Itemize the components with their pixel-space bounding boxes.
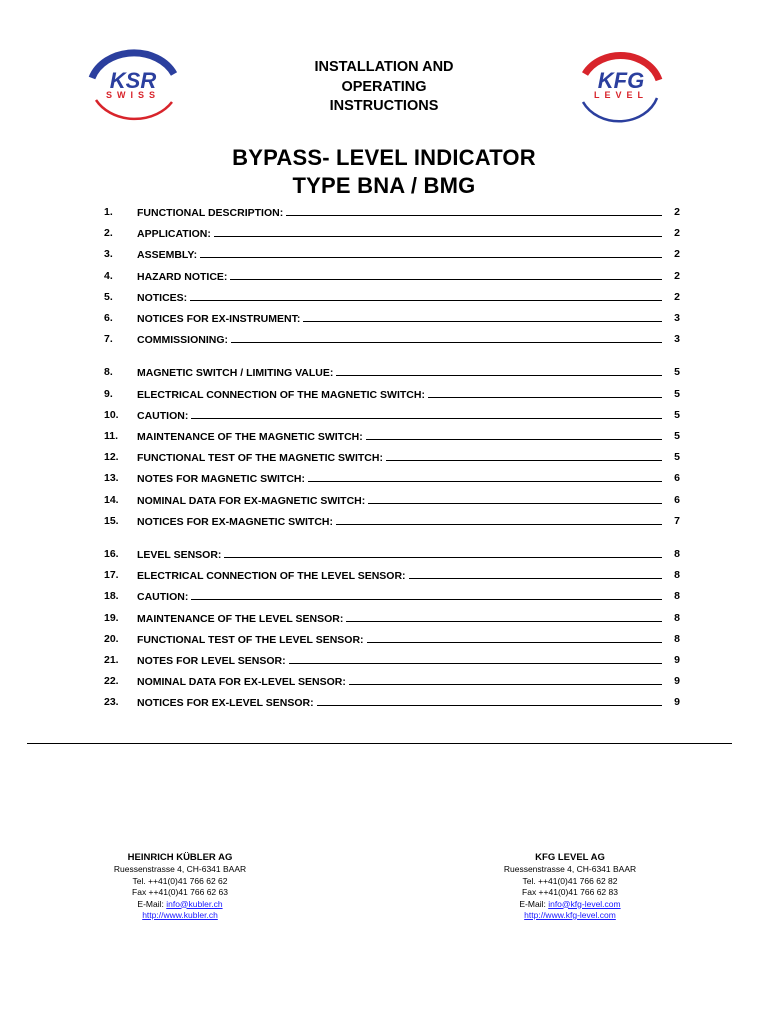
toc-row xyxy=(104,631,680,647)
toc-label: CAUTION: xyxy=(137,409,189,422)
website-link[interactable]: http://www.kfg-level.com xyxy=(524,910,616,920)
toc-entry xyxy=(137,268,662,285)
toc-label: NOTICES FOR EX-LEVEL SENSOR: xyxy=(137,697,314,710)
toc-entry xyxy=(137,546,662,563)
toc-leader-line xyxy=(224,546,662,558)
toc-page-number: 6 xyxy=(674,493,680,506)
toc-row xyxy=(104,331,680,347)
toc-label: FUNCTIONAL DESCRIPTION: xyxy=(137,207,284,219)
document-header xyxy=(0,58,768,117)
title-line-1: BYPASS- LEVEL INDICATOR xyxy=(232,145,536,170)
toc-row xyxy=(104,268,680,284)
toc-row xyxy=(104,310,680,326)
toc-leader-line xyxy=(190,289,662,301)
toc-leader-line xyxy=(336,364,662,376)
toc-entry xyxy=(137,610,662,627)
toc-page-number: 6 xyxy=(674,472,680,485)
toc-entry xyxy=(137,492,662,509)
toc-page-number: 9 xyxy=(674,654,680,666)
company-email-line xyxy=(80,899,280,911)
toc-page-number: 8 xyxy=(674,590,680,603)
toc-row xyxy=(104,673,680,689)
company-info-kubler xyxy=(80,851,280,922)
kfg-logo-text: KFG xyxy=(597,68,645,93)
toc-label: NOMINAL DATA FOR EX-LEVEL SENSOR: xyxy=(137,676,346,689)
toc-number: 6. xyxy=(104,312,113,324)
toc-number: 7. xyxy=(104,333,113,346)
toc-leader-line xyxy=(200,246,662,258)
toc-number: 1. xyxy=(104,206,113,218)
toc-label: APPLICATION: xyxy=(137,228,211,241)
toc-row xyxy=(104,492,680,508)
toc-number: 14. xyxy=(104,493,119,506)
toc-row xyxy=(104,225,680,241)
toc-number: 13. xyxy=(104,472,119,485)
toc-page-number: 5 xyxy=(674,387,680,400)
email-link[interactable]: info@kfg-level.com xyxy=(548,898,621,909)
toc-label: ELECTRICAL CONNECTION OF THE LEVEL SENSOR: xyxy=(137,570,406,583)
company-name: HEINRICH KÜBLER AG xyxy=(127,852,233,863)
toc-leader-line xyxy=(231,331,662,343)
swiss-logo-text: SWISS xyxy=(105,90,161,100)
toc-page-number: 5 xyxy=(674,451,680,464)
toc-label: MAINTENANCE OF THE MAGNETIC SWITCH: xyxy=(137,431,363,443)
toc-number: 15. xyxy=(104,514,119,527)
page-title xyxy=(0,144,768,200)
toc-page-number: 2 xyxy=(674,248,680,261)
toc-label: FUNCTIONAL TEST OF THE LEVEL SENSOR: xyxy=(137,633,364,646)
toc-entry xyxy=(137,331,662,348)
toc-number: 3. xyxy=(104,248,113,261)
toc-row xyxy=(104,364,680,380)
toc-number: 21. xyxy=(104,654,119,666)
toc-label: ASSEMBLY: xyxy=(137,249,198,262)
toc-row xyxy=(104,428,680,444)
toc-page-number: 5 xyxy=(674,430,680,442)
toc-leader-line xyxy=(230,268,662,280)
toc-leader-line xyxy=(303,310,662,322)
toc-leader-line xyxy=(368,492,662,504)
toc-page-number: 2 xyxy=(674,206,680,218)
toc-entry xyxy=(137,386,662,403)
toc-label: MAINTENANCE OF THE LEVEL SENSOR: xyxy=(137,612,344,625)
header-line: INSTALLATION AND xyxy=(314,59,454,75)
toc-number: 23. xyxy=(104,696,119,709)
toc-row xyxy=(104,407,680,423)
toc-leader-line xyxy=(191,407,662,419)
toc-leader-line xyxy=(349,673,662,685)
toc-number: 22. xyxy=(104,675,119,688)
toc-page-number: 5 xyxy=(674,408,680,421)
toc-entry xyxy=(137,449,662,466)
toc-label: NOTICES: xyxy=(137,291,188,304)
toc-page-number: 9 xyxy=(674,696,680,709)
toc-entry xyxy=(137,364,662,381)
toc-leader-line xyxy=(386,449,662,461)
company-fax: Fax ++41(0)41 766 62 83 xyxy=(522,887,618,897)
toc-page-number: 8 xyxy=(674,569,680,582)
toc-number: 8. xyxy=(104,366,113,379)
toc-leader-line xyxy=(366,428,662,440)
toc-page-number: 7 xyxy=(674,514,680,527)
toc-row xyxy=(104,449,680,465)
email-label: E-Mail: xyxy=(519,898,549,909)
toc-row xyxy=(104,652,680,668)
toc-leader-line xyxy=(286,204,662,216)
email-label: E-Mail: xyxy=(137,898,167,909)
toc-number: 10. xyxy=(104,408,119,421)
toc-row xyxy=(104,289,680,305)
toc-row xyxy=(104,546,680,562)
toc-label: NOTES FOR MAGNETIC SWITCH: xyxy=(137,473,305,486)
toc-page-number: 2 xyxy=(674,290,680,303)
toc-row xyxy=(104,694,680,710)
company-name: KFG LEVEL AG xyxy=(535,852,605,863)
toc-number: 16. xyxy=(104,548,119,560)
toc-entry xyxy=(137,673,662,690)
toc-row xyxy=(104,386,680,402)
toc-leader-line xyxy=(346,610,662,622)
toc-label: FUNCTIONAL TEST OF THE MAGNETIC SWITCH: xyxy=(137,452,383,465)
website-link[interactable]: http://www.kubler.ch xyxy=(142,910,218,920)
toc-entry xyxy=(137,246,662,263)
toc-entry xyxy=(137,631,662,648)
toc-entry xyxy=(137,428,662,445)
company-email-line xyxy=(470,899,670,911)
toc-entry xyxy=(137,567,662,584)
toc-entry xyxy=(137,588,662,605)
toc-row xyxy=(104,470,680,486)
toc-number: 2. xyxy=(104,227,113,240)
toc-leader-line xyxy=(367,631,662,643)
toc-entry xyxy=(137,407,662,424)
company-address: Ruessenstrasse 4, CH-6341 BAAR xyxy=(503,864,637,874)
toc-label: NOMINAL DATA FOR EX-MAGNETIC SWITCH: xyxy=(137,494,366,507)
toc-number: 17. xyxy=(104,569,119,582)
header-line: OPERATING xyxy=(341,78,427,95)
toc-leader-line xyxy=(289,652,662,664)
toc-page-number: 3 xyxy=(674,312,680,324)
toc-entry xyxy=(137,204,662,221)
toc-page-number: 3 xyxy=(674,333,680,346)
toc-label: CAUTION: xyxy=(137,591,189,604)
toc-entry xyxy=(137,470,662,487)
toc-entry xyxy=(137,225,662,242)
toc-number: 19. xyxy=(104,611,119,624)
toc-leader-line xyxy=(317,694,662,706)
toc-label: NOTICES FOR EX-INSTRUMENT: xyxy=(137,313,301,325)
toc-row xyxy=(104,567,680,583)
email-link[interactable]: info@kubler.ch xyxy=(166,898,223,909)
title-line-2: TYPE BNA / BMG xyxy=(292,173,476,198)
toc-entry xyxy=(137,694,662,711)
toc-number: 11. xyxy=(104,430,119,442)
toc-page-number: 8 xyxy=(674,632,680,645)
toc-row xyxy=(104,513,680,529)
toc-row xyxy=(104,204,680,220)
toc-number: 20. xyxy=(104,632,119,645)
toc-page-number: 9 xyxy=(674,675,680,688)
toc-label: NOTES FOR LEVEL SENSOR: xyxy=(137,655,286,667)
company-address: Ruessenstrasse 4, CH-6341 BAAR xyxy=(113,864,247,874)
toc-label: MAGNETIC SWITCH / LIMITING VALUE: xyxy=(137,367,334,380)
toc-label: NOTICES FOR EX-MAGNETIC SWITCH: xyxy=(137,515,333,528)
toc-label: HAZARD NOTICE: xyxy=(137,270,228,283)
toc-label: COMMISSIONING: xyxy=(137,334,228,347)
toc-page-number: 8 xyxy=(674,548,680,560)
toc-leader-line xyxy=(336,513,662,525)
toc-leader-line xyxy=(191,588,662,600)
toc-number: 9. xyxy=(104,387,113,400)
toc-page-number: 5 xyxy=(674,366,680,379)
toc-row xyxy=(104,610,680,626)
toc-number: 18. xyxy=(104,590,119,603)
toc-row xyxy=(104,246,680,262)
toc-entry xyxy=(137,513,662,530)
toc-entry xyxy=(137,310,662,327)
toc-page-number: 8 xyxy=(674,611,680,624)
toc-page-number: 2 xyxy=(674,227,680,240)
toc-entry xyxy=(137,289,662,306)
toc-number: 4. xyxy=(104,269,113,282)
toc-leader-line xyxy=(409,567,662,579)
level-logo-text: LEVEL xyxy=(593,90,649,100)
toc-number: 5. xyxy=(104,290,113,303)
company-info-kfg xyxy=(470,851,670,922)
company-tel: Tel. ++41(0)41 766 62 82 xyxy=(522,875,618,886)
toc-page-number: 2 xyxy=(674,269,680,282)
toc-number: 12. xyxy=(104,451,119,464)
toc-label: LEVEL SENSOR: xyxy=(137,549,222,561)
toc-leader-line xyxy=(214,225,662,237)
toc-entry xyxy=(137,652,662,669)
company-tel: Tel. ++41(0)41 766 62 62 xyxy=(132,875,228,886)
divider xyxy=(27,743,732,744)
header-line: INSTRUCTIONS xyxy=(329,98,439,114)
toc-leader-line xyxy=(308,470,662,482)
toc-leader-line xyxy=(428,386,662,398)
company-fax: Fax ++41(0)41 766 62 63 xyxy=(132,887,228,897)
toc-row xyxy=(104,588,680,604)
toc-label: ELECTRICAL CONNECTION OF THE MAGNETIC SWITCH: xyxy=(137,388,425,401)
ksr-logo-text: KSR xyxy=(109,68,157,93)
